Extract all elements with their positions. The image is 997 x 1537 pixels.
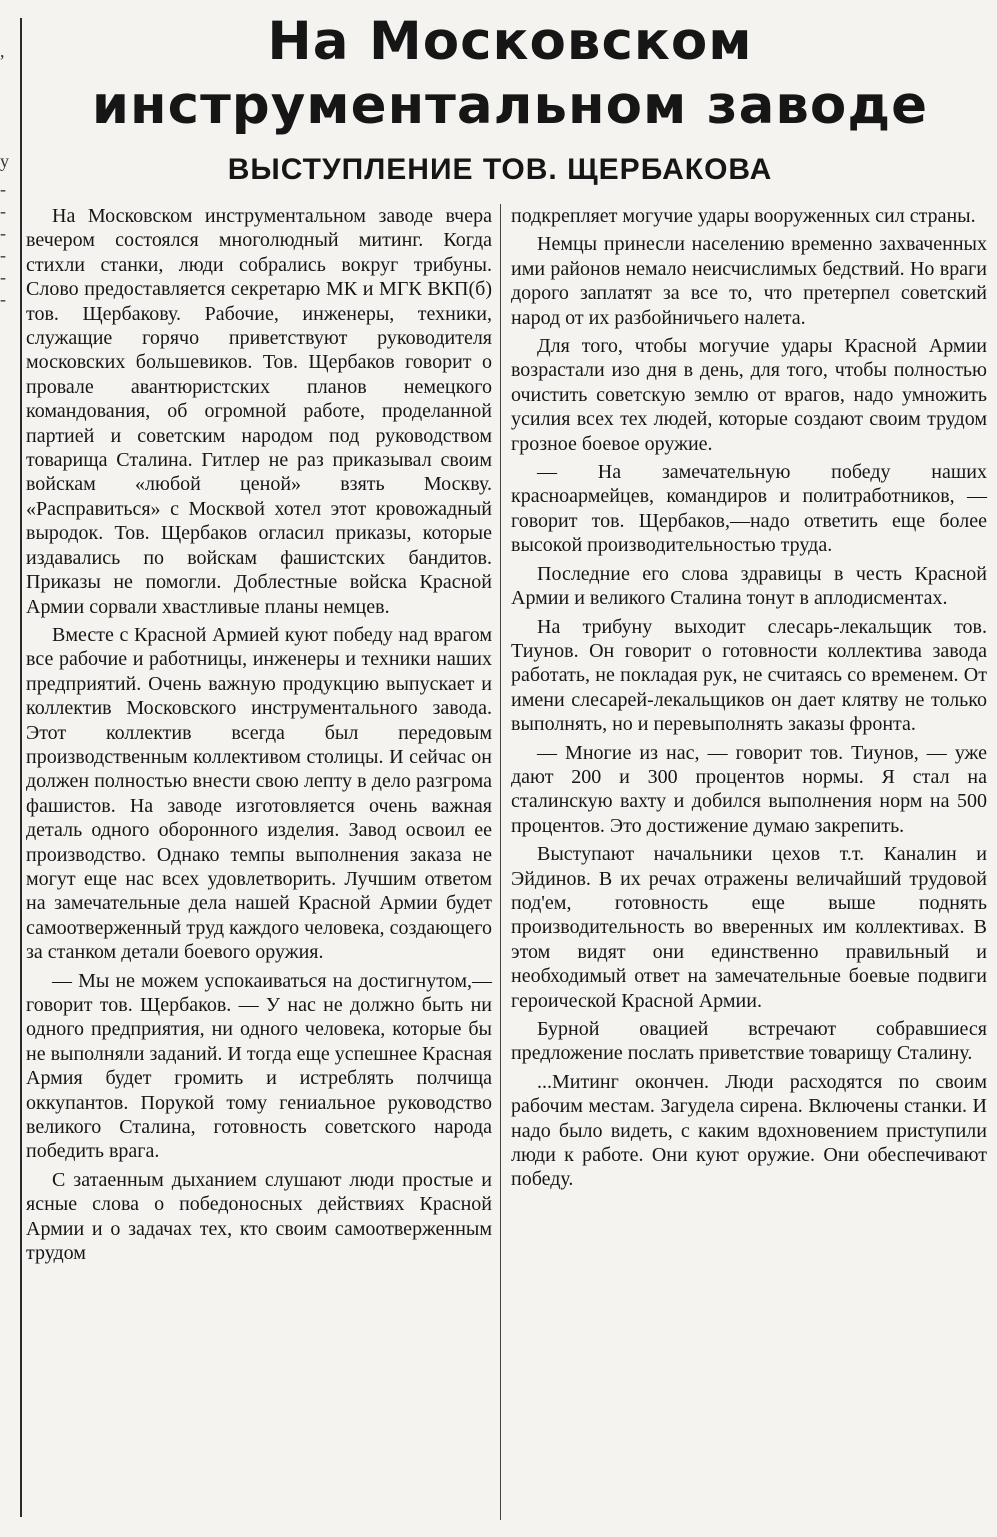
margin-fragment: -: [0, 267, 6, 287]
article-column-right: [511, 204, 987, 1196]
paragraph: На трибуну выходит слесарь-лекальщик тов. Тиунов. Он говорит о готовности коллектива завода работать, не покладая рук, не считаясь со временем. От имени слесарей-лекальщиков он дает клятву не только выполнять, но и перевыполнять заказы фронта.: [511, 615, 987, 736]
article-headline: На Московском инструментальном заводе: [91, 11, 929, 136]
paragraph: Выступают начальники цехов т.т. Каналин и Эйдинов. В их речах отражены величайший трудовой под'ем, готовность еще выше поднять производительность во вверенных им коллективах. В этом видят они единственно правильный и необходимый ответ на замечательные боевые подвиги героической Красной Армии.: [511, 843, 987, 1012]
paragraph: — На замечательную победу наших красноармейцев, командиров и политработников, — говорит тов. Щербаков,—надо ответить еще более высокой производительностью труда.: [511, 461, 987, 557]
margin-fragment: у: [0, 151, 9, 171]
paragraph: — Многие из нас, — говорит тов. Тиунов, — уже дают 200 и 300 процентов нормы. Я стал на сталинскую вахту и добился выполнения норм на 500 процентов. Это достижение думаю закрепить.: [511, 741, 987, 837]
left-column-rule: [20, 18, 22, 1517]
margin-fragment: -: [0, 223, 6, 243]
paragraph: подкрепляет могучие удары вооруженных сил страны.: [511, 205, 976, 227]
paragraph: Вместе с Красной Армией куют победу над врагом все рабочие и работницы, инженеры и техники наших предприятий. Очень важную продукцию выпускает и коллектив Московского инструментального завода. Этот коллектив всегда был передовым производственным коллективом столицы. И сейчас он должен полностью внести свою лепту в дело разгрома фашистов. На заводе изготовляется очень важная деталь одного оборонного изделия. Завод освоил ее производство. Однако темпы выполнения заказа не могут еще нас всех удовлетворить. Лучшим ответом на замечательные дела нашей Красной Армии будет самоотверженный труд каждого человека, создающего за станком детали боевого оружия.: [26, 623, 492, 964]
paragraph: ...Митинг окончен. Люди расходятся по своим рабочим местам. Загудела сирена. Включены станки. И надо было видеть, с каким вдохновением приступили люди к работе. Они куют оружие. Они обеспечивают победу.: [511, 1070, 987, 1191]
margin-fragment: -: [0, 289, 6, 309]
margin-fragment: -: [0, 179, 6, 199]
article-column-left: [26, 204, 492, 1269]
paragraph: Бурной овацией встречают собравшиеся предложение послать приветствие товарищу Сталину.: [511, 1018, 987, 1065]
left-margin-fragments: [0, 40, 14, 310]
paragraph: Для того, чтобы могучие удары Красной Армии возрастали изо дня в день, для того, чтобы полностью очистить советскую землю от врагов, надо умножить усилия всех тех людей, которые создают своим трудом грозное боевое оружие.: [511, 335, 987, 455]
margin-fragment: -: [0, 201, 6, 221]
margin-fragment: -: [0, 245, 6, 265]
article-subheadline: ВЫСТУПЛЕНИЕ ТОВ. ЩЕРБАКОВА: [227, 153, 773, 186]
paragraph: Последние его слова здравицы в честь Красной Армии и великого Сталина тонут в аплодисментах.: [511, 562, 987, 610]
column-divider: [500, 204, 501, 1520]
paragraph: — Мы не можем успокаиваться на достигнутом,—говорит тов. Щербаков. — У нас не должно быть ни одного предприятия, ни одного человека, которые бы не выполняли заданий. И тогда еще успешнее Красная Армия будет громить и истреблять полчища оккупантов. Порукой тому гениальное руководство великого Сталина, готовность советского народа победить врага.: [26, 969, 492, 1163]
paragraph: Немцы принесли населению временно захваченных ими районов немало неисчислимых бедствий. Но враги дорого заплатят за все то, что претерпел советский народ от их разбойничьего налета.: [511, 233, 987, 329]
margin-fragment: ,: [0, 41, 5, 61]
paragraph: На Московском инструментальном заводе вчера вечером состоялся многолюдный митинг. Когда стихли станки, люди собрались вокруг трибуны. Слово предоставляется секретарю МК и МГК ВКП(б) тов. Щербакову. Рабочие, инженеры, техники, служащие горячо приветствуют руководителя московских большевиков. Тов. Щербаков говорит о провале авантюристских планов немецкого командования, об огромной работе, проделанной партией и советским народом под руководством товарища Сталина. Гитлер не раз приказывал своим войскам «любой ценой» взять Москву. «Расправиться» с Москвой хотел этот кровожадный выродок. Тов. Щербаков огласил приказы, которые издавались по войскам фашистских бандитов. Приказы не помогли. Доблестные войска Красной Армии сорвали хвастливые планы немцев.: [26, 205, 492, 618]
paragraph: С затаенным дыханием слушают люди простые и ясные слова о победоносных действиях Красной Армии и о задачах тех, кто своим самоотверженным трудом: [26, 1168, 492, 1265]
